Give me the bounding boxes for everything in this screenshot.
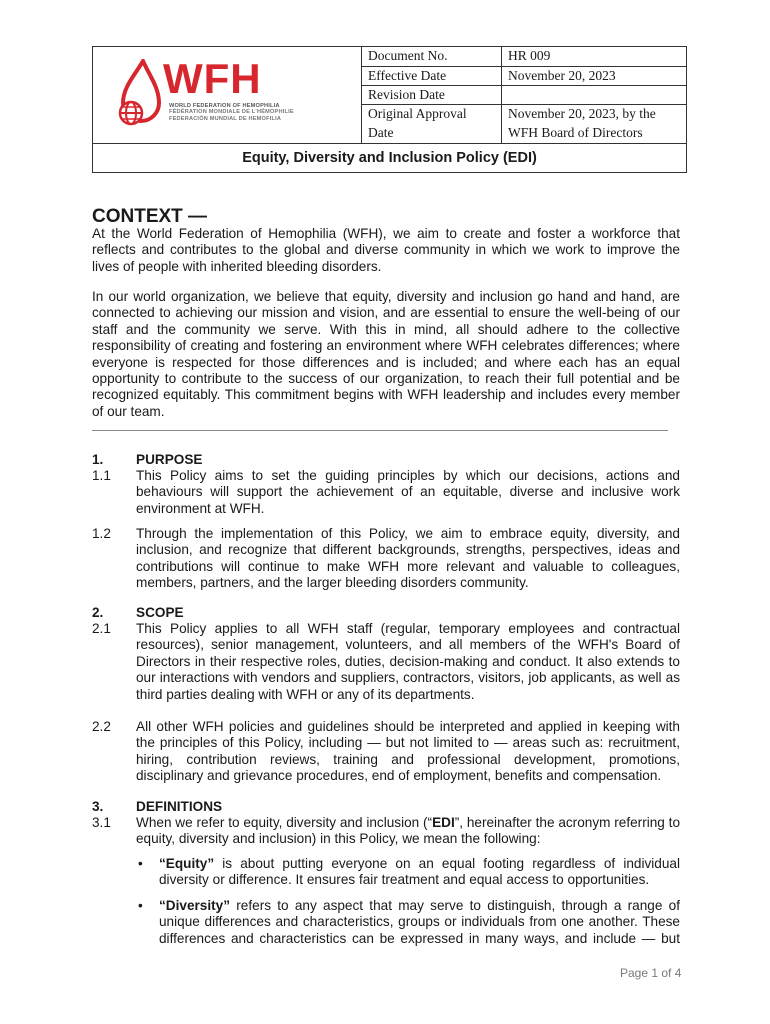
definition-diversity-term: “Diversity” [159,898,231,913]
bullet-marker-diversity: • [138,898,143,913]
definition-equity-term: “Equity” [159,856,215,871]
value-original-approval-line-2: WFH Board of Directors [508,124,643,140]
context-heading: CONTEXT — [92,206,208,227]
clause-1-2-number: 1.2 [92,526,111,541]
clause-1-1-number: 1.1 [92,468,111,483]
definition-equity [159,856,680,889]
value-document-no: HR 009 [502,47,686,67]
section-3-number: 3. [92,799,104,814]
clause-3-1-number: 3.1 [92,815,111,830]
value-revision-date [502,86,686,105]
label-original-approval-date [362,105,501,143]
clause-3-1-pre: When we refer to equity, diversity and inclusion (“ [136,815,433,830]
section-3-title: DEFINITIONS [136,799,223,814]
logo-cell [93,47,362,143]
clause-2-1-text: This Policy applies to all WFH staff (regular, temporary employees and contractual resources), senior management, volunteers, and all members of the WFH's Board of Directors in their respective roles, duties, decision-making and conduct. It also extends to our interactions with vendors and suppliers, contractors, visitors, job applicants, as well as third parties dealing with WFH or any of its departments. [136,621,680,702]
clause-1-2-text: Through the implementation of this Policy, we aim to embrace equity, diversity, and inclusion, and recognize that different backgrounds, strengths, perspectives, ideas and contributions will continue to make WFH more relevant and valuable to colleagues, members, partners, and the larger bleeding disorders community. [136,526,680,591]
clause-1-1-text: This Policy aims to set the guiding principles by which our decisions, actions and behaviours will support the achievement of an equitable, diverse and inclusive work environment at WFH. [136,468,680,516]
clause-3-1-post: ”, hereinafter the acronym referring to equity, diversity and inclusion) in this Policy, we mean the following: [136,815,680,847]
clause-2-2-number: 2.2 [92,719,111,734]
wfh-logo-icon [115,59,165,131]
clause-2-2-text: All other WFH policies and guidelines should be interpreted and applied in keeping with the principles of this Policy, including — but not limited to — areas such as: recruitment, hiring, contribution reviews, training and professional development, promotions, disciplinary and grievance procedures, end of employment, benefits and compensation. [136,719,680,784]
label-revision-date: Revision Date [362,86,501,105]
label-effective-date: Effective Date [362,67,501,86]
section-2-title: SCOPE [136,605,184,620]
header-labels-column [362,47,502,143]
definition-diversity-text: refers to any aspect that may serve to distinguish, through a range of unique differences and characteristics, groups or individuals from one another. These differences and characteristics can be expressed in many ways, and include — but [159,898,680,946]
clause-3-1-bold-acronym: EDI [432,815,455,830]
bullet-marker-equity: • [138,856,143,871]
section-2-number: 2. [92,605,104,620]
header-values-column [502,47,686,143]
value-original-approval-date [502,105,686,143]
logo-subtitle-line-3: FEDERACIÓN MUNDIAL DE HEMOFILIA [169,115,282,122]
clause-3-1-text [136,815,680,848]
context-paragraph-1: At the World Federation of Hemophilia (WFH), we aim to create and foster a workforce that reflects and contributes to the global and diverse community in which we work to improve the lives of people with inherited bleeding disorders. [92,226,680,274]
label-document-no: Document No. [362,47,501,67]
clause-2-1-number: 2.1 [92,621,111,636]
logo-wordmark: WFH [163,55,262,102]
definition-diversity [159,898,680,947]
section-divider [92,430,668,431]
section-1-number: 1. [92,452,104,467]
logo-subtitle [169,103,294,122]
definition-equity-text: is about putting everyone on an equal footing regardless of individual diversity or difference. It ensures fair treatment and equal access to opportunities. [159,856,680,888]
document-header-table [92,46,687,173]
context-paragraph-2: In our world organization, we believe that equity, diversity and inclusion go hand and hand, are connected to achieving our mission and vision, and are essential to ensure the well-being of our staff and the community we serve. With this in mind, all should adhere to the collective responsibility of creating and fostering an environment where WFH celebrates differences; where everyone is respected for those differences and is included; and where each has an equal opportunity to contribute to the success of our organization, to reach their full potential and be recognized equitably. This commitment begins with WFH leadership and includes every member of our team. [92,289,680,419]
value-effective-date: November 20, 2023 [502,67,686,86]
value-original-approval-line-1: November 20, 2023, by the [508,106,656,121]
logo-subtitle-line-2: FÉDÉRATION MONDIALE DE L'HÉMOPHILIE [169,109,294,116]
logo-subtitle-line-1: WORLD FEDERATION OF HEMOPHILIA [169,103,280,109]
label-original-approval-line-2: Date [368,124,394,140]
section-1-title: PURPOSE [136,452,203,467]
page-number: Page 1 of 4 [620,966,682,980]
policy-title: Equity, Diversity and Inclusion Policy (EDI) [93,143,686,172]
label-original-approval-line-1: Original Approval [368,106,467,121]
